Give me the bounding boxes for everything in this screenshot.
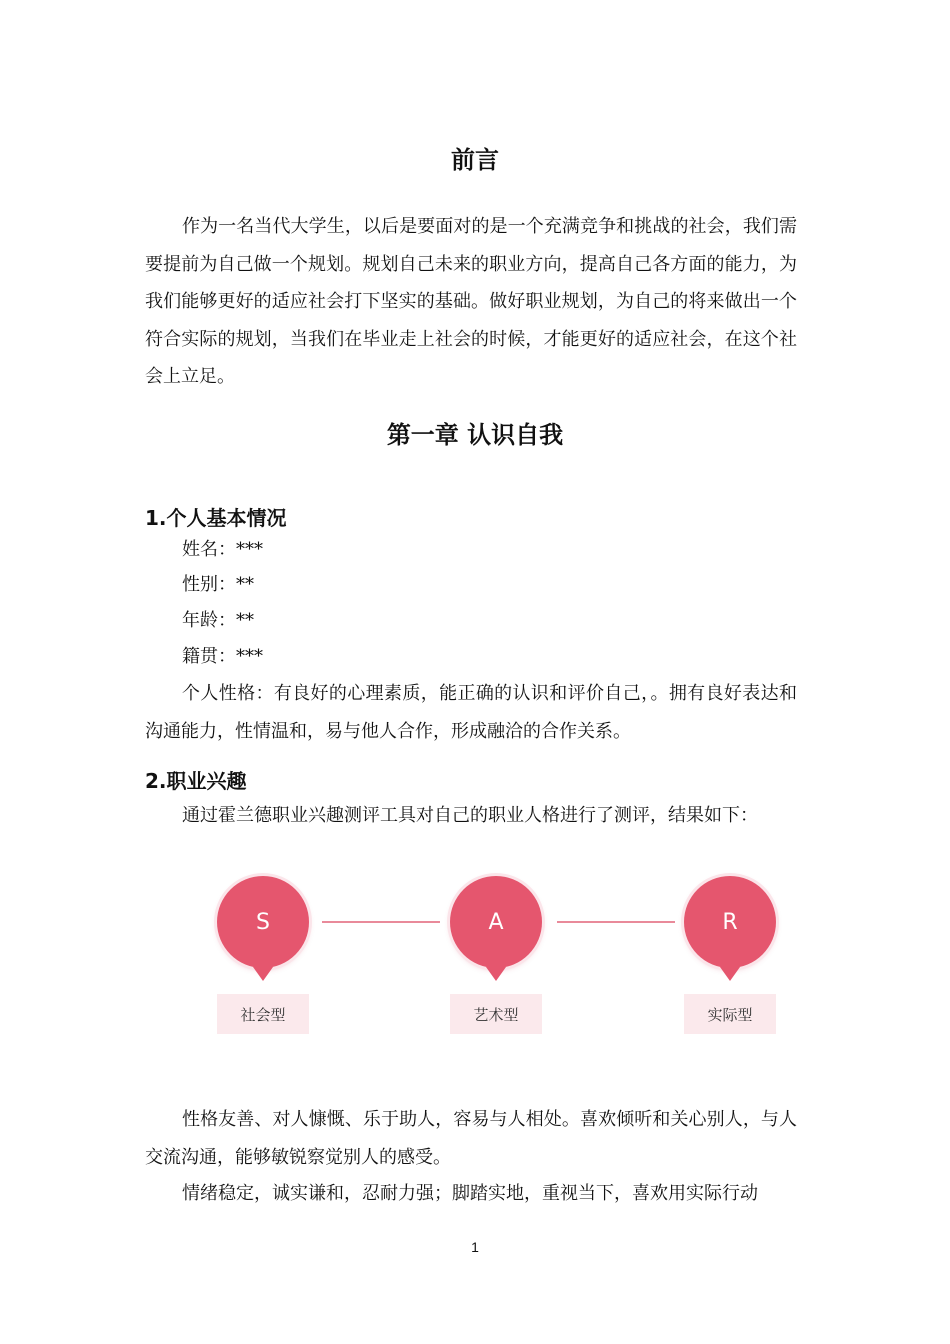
holland-tag-s: 社会型 — [217, 994, 309, 1034]
pointer-icon — [720, 967, 740, 981]
section-heading-basic-info: 1.个人基本情况 — [145, 506, 287, 530]
preface-title: 前言 — [451, 146, 499, 174]
connector-line — [322, 921, 440, 923]
chapter-title: 第一章 认识自我 — [386, 421, 564, 449]
interest-intro-paragraph: 通过霍兰德职业兴趣测评工具对自己的职业人格进行了测评，结果如下： — [182, 805, 758, 826]
gender-line: 性别：** — [182, 574, 254, 595]
connector-line — [557, 921, 675, 923]
native-place-line: 籍贯：*** — [182, 646, 263, 667]
trait-paragraph-2: 情绪稳定，诚实谦和，忍耐力强；脚踏实地，重视当下，喜欢用实际行动 — [182, 1183, 758, 1204]
pointer-icon — [253, 967, 273, 981]
trait-paragraph-1: 性格友善、对人慷慨、乐于助人，容易与人相处。喜欢倾听和关心别人，与人交流沟通，能够敏锐察觉别人的感受。 — [145, 1109, 797, 1168]
age-line: 年龄：** — [182, 610, 254, 631]
section-heading-career-interest: 2.职业兴趣 — [145, 769, 247, 793]
holland-circle-r: R — [684, 876, 776, 968]
name-line: 姓名：*** — [182, 539, 263, 560]
page-number: 1 — [471, 1239, 479, 1255]
holland-tag-r: 实际型 — [684, 994, 776, 1034]
holland-circle-a: A — [450, 876, 542, 968]
preface-paragraph: 作为一名当代大学生，以后是要面对的是一个充满竞争和挑战的社会，我们需要提前为自己做一个规划。规划自己未来的职业方向，提高自己各方面的能力，为我们能够更好的适应社会打下坚实的基础。做好职业规划，为自己的将来做出一个符合实际的规划，当我们在毕业走上社会的时候，才能更好的适应社会，在这个社会上立足。 — [145, 216, 797, 387]
holland-circle-s: S — [217, 876, 309, 968]
personality-paragraph: 个人性格：有良好的心理素质，能正确的认识和评价自己，。拥有良好表达和沟通能力，性情温和，易与他人合作，形成融洽的合作关系。 — [145, 683, 797, 742]
pointer-icon — [486, 967, 506, 981]
holland-tag-a: 艺术型 — [450, 994, 542, 1034]
